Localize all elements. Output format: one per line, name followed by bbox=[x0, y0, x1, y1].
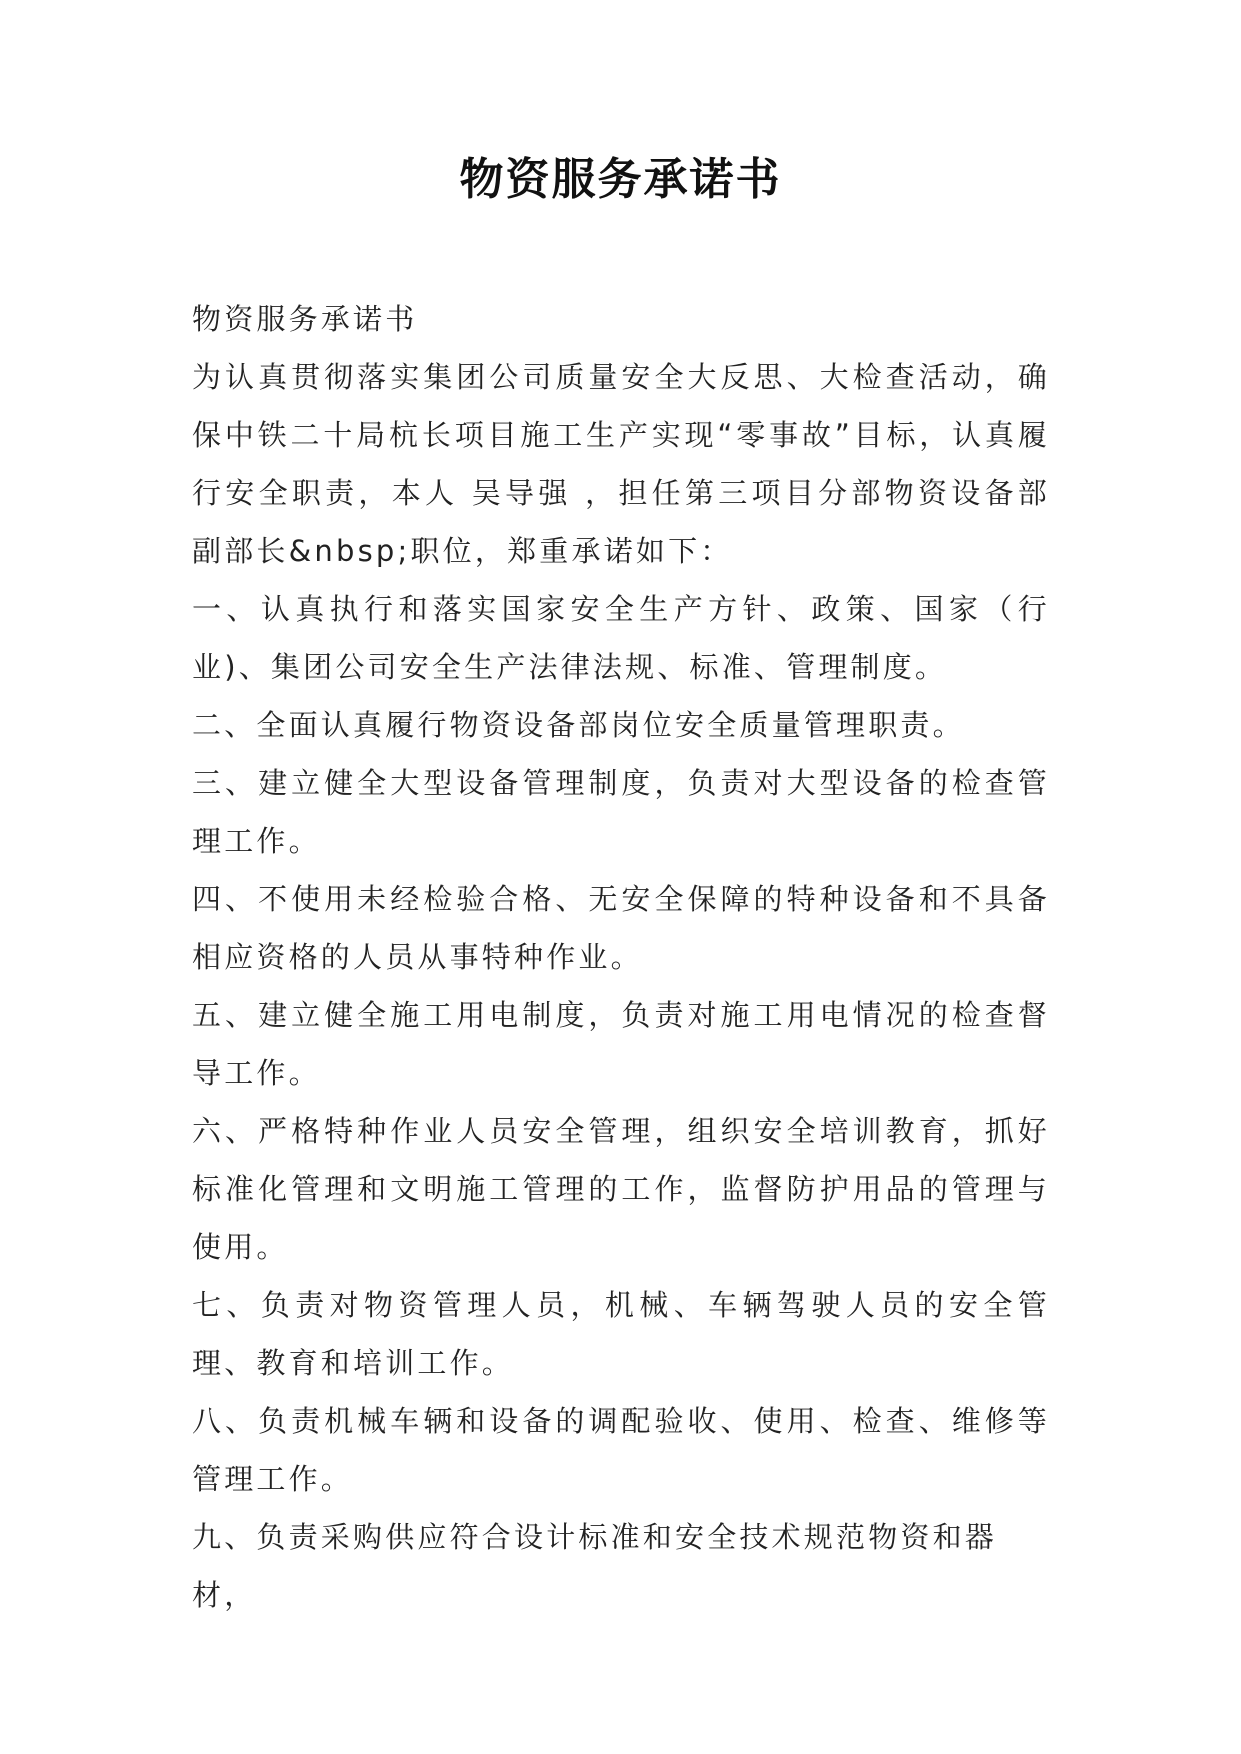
commitment-item-6: 六、严格特种作业人员安全管理，组织安全培训教育，抓好标准化管理和文明施工管理的工作，监督防护用品的管理与使用。 bbox=[192, 1114, 1050, 1264]
commitment-item-3: 三、建立健全大型设备管理制度，负责对大型设备的检查管理工作。 bbox=[192, 766, 1050, 858]
intro-paragraph: 为认真贯彻落实集团公司质量安全大反思、大检查活动，确保中铁二十局杭长项目施工生产实现“零事故”目标，认真履行安全职责，本人 吴导强 ，担任第三项目分部物资设备部 副部长&nbsp;职位，郑重承诺如下： bbox=[192, 360, 1050, 568]
document-body bbox=[192, 290, 1050, 1624]
commitment-item-5: 五、建立健全施工用电制度，负责对施工用电情况的检查督导工作。 bbox=[192, 998, 1050, 1090]
commitment-item-2: 二、全面认真履行物资设备部岗位安全质量管理职责。 bbox=[192, 708, 965, 742]
body-heading: 物资服务承诺书 bbox=[192, 302, 418, 336]
commitment-item-7: 七、负责对物资管理人员，机械、车辆驾驶人员的安全管理、教育和培训工作。 bbox=[192, 1288, 1050, 1380]
commitment-item-1: 一、认真执行和落实国家安全生产方针、政策、国家（行业)、集团公司安全生产法律法规、标准、管理制度。 bbox=[192, 592, 1050, 684]
commitment-item-8: 八、负责机械车辆和设备的调配验收、使用、检查、维修等管理工作。 bbox=[192, 1404, 1050, 1496]
commitment-item-4: 四、不使用未经检验合格、无安全保障的特种设备和不具备相应资格的人员从事特种作业。 bbox=[192, 882, 1050, 974]
commitment-item-9: 九、负责采购供应符合设计标准和安全技术规范物资和器材， bbox=[192, 1520, 998, 1612]
document-title: 物资服务承诺书 bbox=[459, 154, 782, 205]
